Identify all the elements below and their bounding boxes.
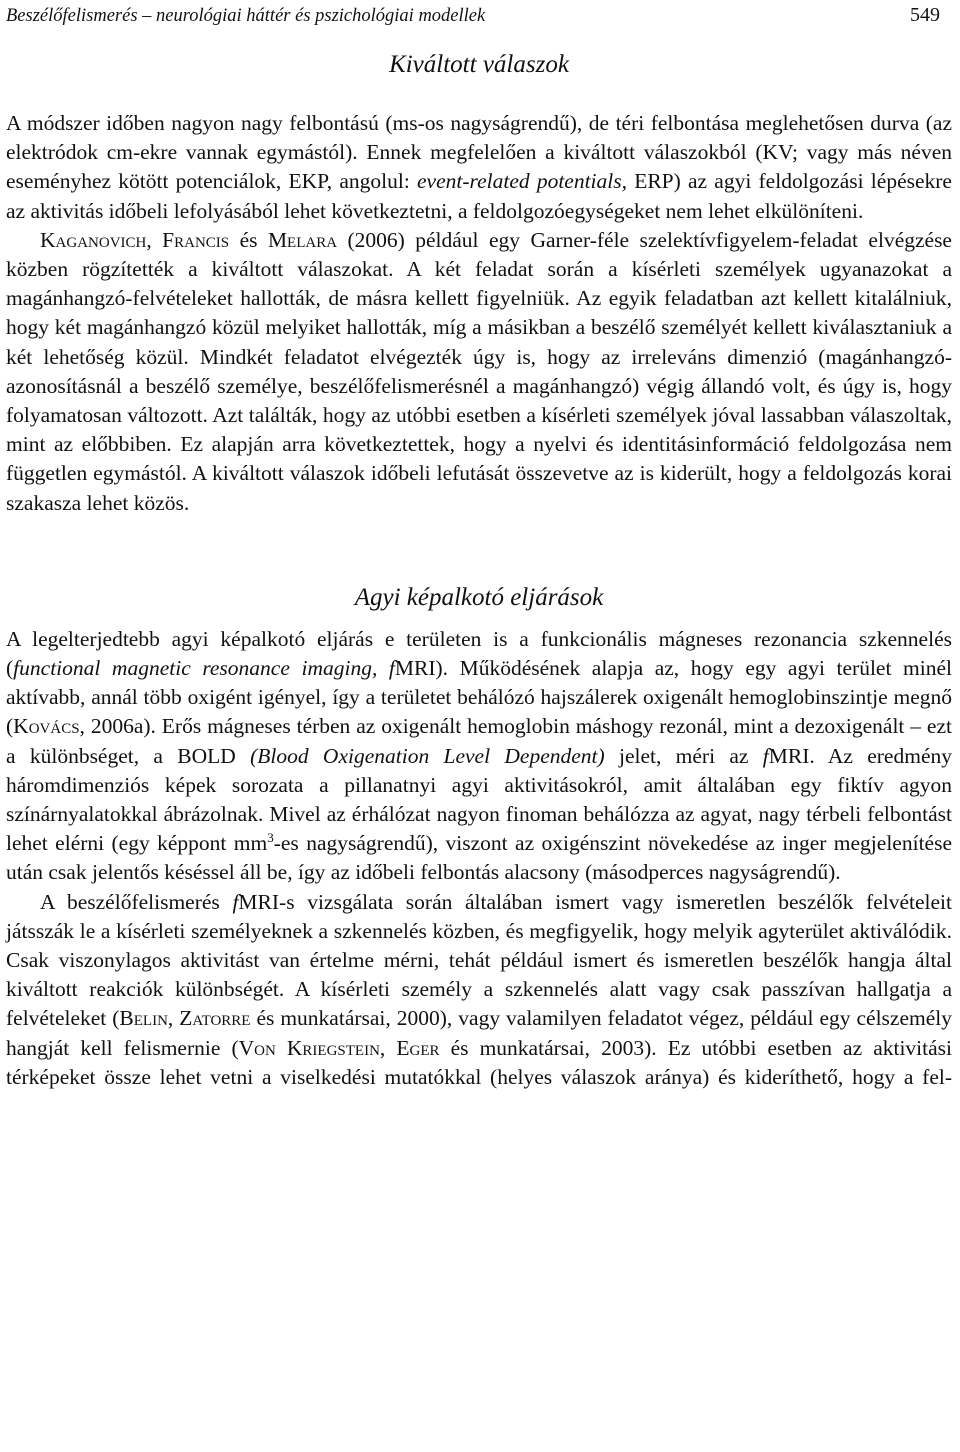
text-span: MRI). Működésének alapja az, hogy egy agyi terület minél aktívabb, annál több oxigént igényel, így a területet behálózó hajszálerek oxigenált hemoglobinszintje megnő ( (6, 656, 952, 739)
author-name: Von Kriegstein (238, 1035, 380, 1060)
text-span: és (229, 227, 268, 252)
paragraph-fmri-speaker-recognition (6, 888, 952, 1092)
text-span: és munkatársai, 2003). Ez utóbbi esetben az aktivitási térképeket össze lehet vetni a viselkedési mutatókkal (helyes válaszok aránya) és kideríthető, hogy a fel- (6, 1035, 953, 1089)
text-span: , 2006a). Erős mágneses térben az oxigenált hemoglobin máshogy rezonál, mint a dezoxigenált – ezt a különbséget, a BOLD (6, 714, 952, 768)
paragraph-fmri-basics (6, 625, 952, 888)
author-name: Belin (119, 1006, 168, 1031)
text-span: MRI-s vizsgálata során általában ismert vagy ismeretlen beszélők felvételeit játsszák le a kísérleti személyeknek a szkennelés közben, és megfigyelik, hogy melyik agyterület aktiválódik. Csak viszonylagos aktivitást van értelme mérni, tehát például ismert és ismeretlen beszélők hangja által kiváltott reakciók különbségét. A kísérleti személy a szkennelés alatt vagy csak passzívan hallgatja a felvételeket ( (6, 889, 952, 1031)
text-span: , (167, 1006, 180, 1031)
document-page (6, 0, 952, 1092)
superscript: 3 (267, 830, 274, 846)
text-span: ERP) az agyi feldolgozási lépésekre az aktivitás időbeli lefolyásából lehet következtetni, a feldolgozóegységeket nem lehet elkülöníteni. (6, 169, 952, 223)
text-span: A módszer időben nagyon nagy felbontású (ms-os nagyságrendű), de téri felbontása meglehetősen durva (az elektródok cm-ekre vannak egymástól). Ennek megfelelően a kiváltott válaszokból (KV; vagy más néven eseményhez kötött potenciálok, EKP, angolul: (6, 111, 952, 194)
section-heading-agyi-kepalkoto: Agyi képalkotó eljárások (354, 583, 604, 611)
section-heading-kivaltott-valaszok: Kiváltott válaszok (389, 51, 569, 78)
author-name: Melara (267, 227, 338, 252)
paragraph-kv-method (6, 109, 952, 226)
italic-term: f (232, 889, 239, 914)
author-name: Zatorre (179, 1006, 251, 1031)
page-number: 549 (910, 4, 940, 26)
author-name: Kaganovich (40, 227, 147, 252)
text-span: és munkatársai, 2000), vagy valamilyen feladatot végez, például egy célszemély hangját kell felismernie ( (6, 1006, 952, 1060)
author-name: Eger (396, 1035, 440, 1060)
text-span: (2006) például egy Garner-féle szelektívfigyelem-feladat elvégzése közben rögzítették a kiváltott válaszokat. A két feladat során a kísérleti személyek ugyanazokat a magánhangzó-felvételeket hallották, de másra kellett figyelniük. Az egyik feladatban azt kellett kitalálniuk, hogy két magánhangzó közül melyiket hallották, míg a másikban a beszélő személyét kellett kiválasztaniuk a két lehetőség közül. Mindkét feladatot elvégezték úgy is, hogy az irreleváns dimenzió (magánhangzó-azonosításnál a beszélő személye, beszélőfelismerésnél a magánhangzó) végig állandó volt, és úgy is, hogy folyamatosan változott. Azt találták, hogy az utóbbi esetben a kísérleti személyek jóval lassabban válaszoltak, mint az előbbiben. Ez alapján arra következtettek, hogy a nyelvi és identitásinformáció feldolgozása nem független egymástól. A kiváltott válaszok időbeli lefutását összevetve az is kiderült, hogy a feldolgozás korai szakasza lehet közös. (6, 227, 952, 515)
text-span: A legelterjedtebb agyi képalkotó eljárás e területen is a funkcionális mágneses rezonancia szkennelés ( (6, 626, 952, 681)
page-header (6, 4, 952, 26)
italic-term: f (762, 743, 769, 768)
italic-term: (Blood Oxigenation Level Dependent) (250, 743, 605, 768)
text-span: jelet, méri az (604, 743, 763, 768)
text-span: A beszélőfelismerés (40, 889, 233, 914)
author-name: Francis (162, 227, 230, 252)
text-span: , (379, 1035, 397, 1060)
paragraph-kaganovich-study (6, 226, 952, 518)
author-name: Kovács (13, 714, 80, 739)
text-span: MRI. Az eredmény háromdimenziós képek sorozata a pillanatnyi agyi aktivitásokról, amit általában egy fiktív agyon színárnyalatokkal ábrázolnak. Mivel az érhálózat nagyon finoman behálózza az agyat, nagy térbeli felbontást lehet elérni (egy képpont mm (6, 743, 952, 856)
italic-term: functional magnetic resonance imaging, f (13, 656, 395, 681)
running-title: Beszélőfelismerés – neurológiai háttér és pszichológiai modellek (6, 6, 486, 26)
text-span: -es nagyságrendű), viszont az oxigénszint növekedése az inger megjelenítése után csak jelentős késéssel áll be, így az időbeli felbontás alacsony (másodperces nagyságrendű). (6, 831, 952, 885)
text-span: , (146, 227, 163, 252)
italic-term: event-related potentials, (417, 169, 627, 194)
